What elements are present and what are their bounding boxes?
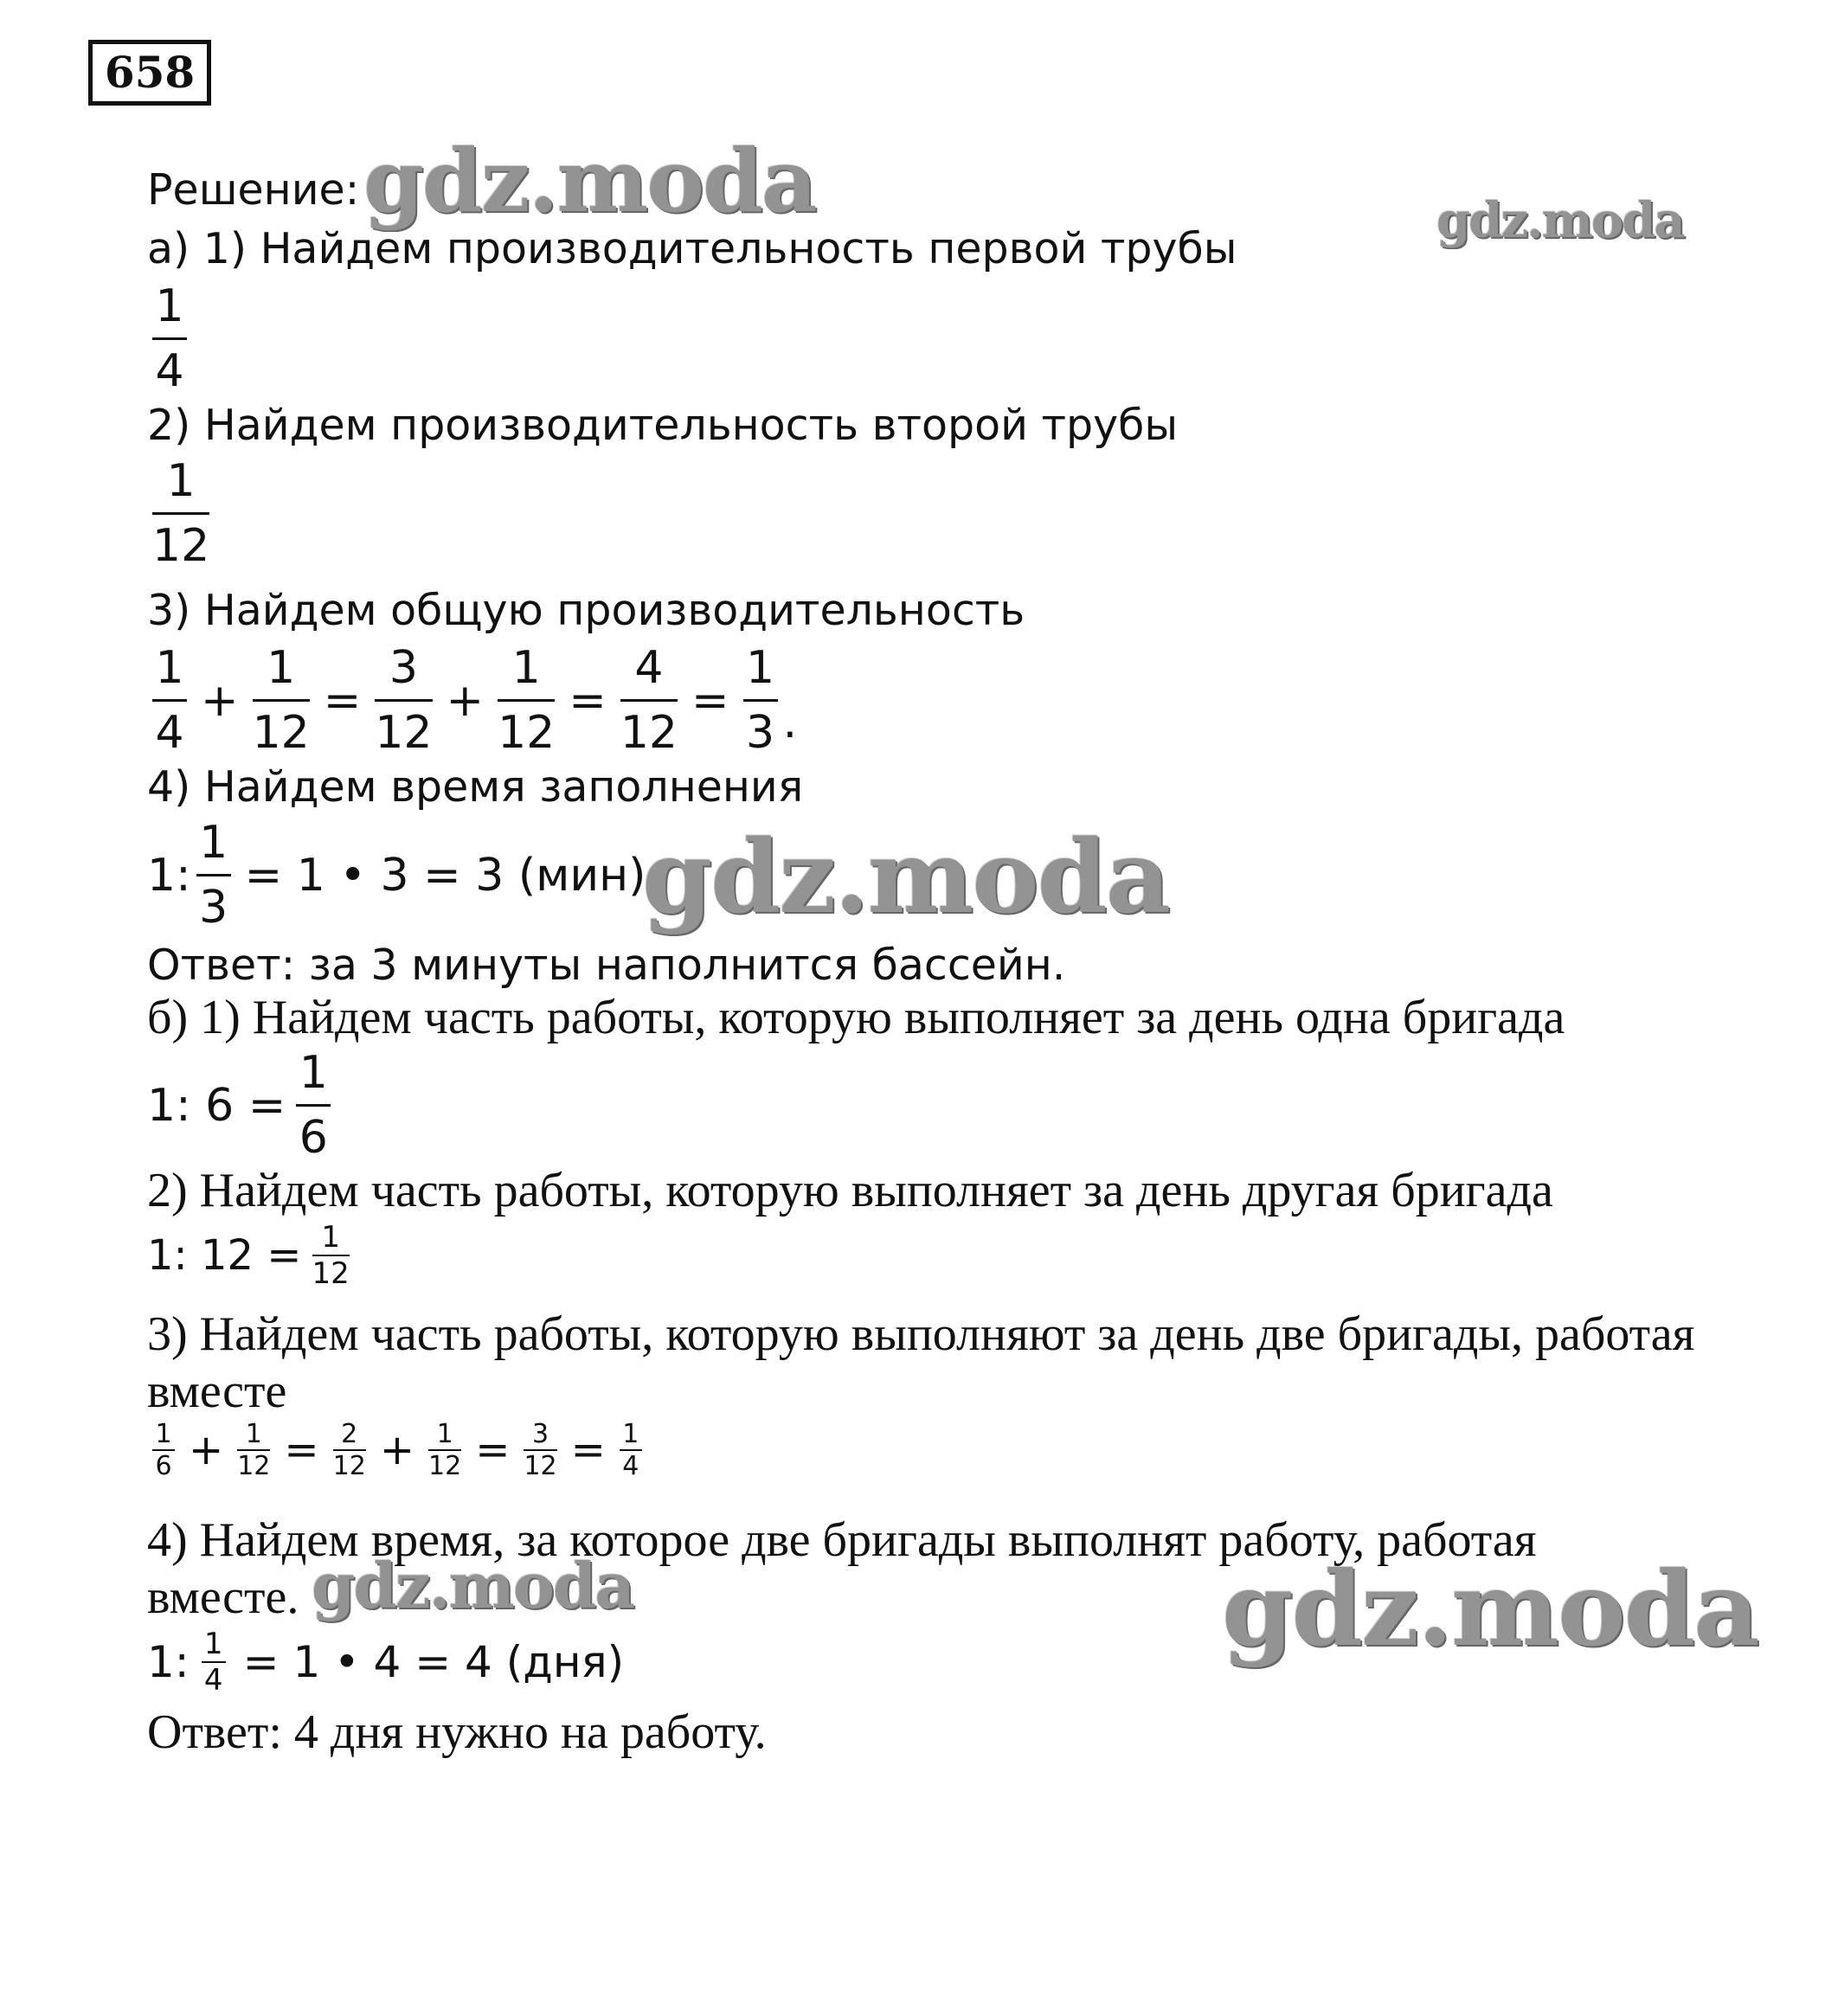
fraction: $\frac{1}{4}$ bbox=[620, 1419, 642, 1481]
expr-lead: 1: bbox=[147, 1637, 190, 1687]
fraction: $\frac{1}{6}$ bbox=[152, 1419, 175, 1481]
line-a-4: 4) Найдем время заполнения bbox=[147, 762, 804, 812]
line-a-1: а) 1) Найдем производительность первой трубы bbox=[147, 224, 1237, 273]
fraction-1-12 bbox=[147, 455, 215, 572]
fraction: $\frac{1}{12}$ bbox=[237, 1419, 271, 1481]
fraction: $\frac{4}{12}$ bbox=[620, 642, 678, 759]
fraction-1-4 bbox=[147, 280, 192, 397]
plus-sign: + bbox=[201, 674, 239, 727]
sum-expression-a bbox=[147, 642, 797, 759]
problem-number: 658 bbox=[88, 40, 211, 106]
watermark-logo: gdz.moda bbox=[312, 1549, 633, 1622]
line-b-4b: вместе. bbox=[147, 1570, 299, 1624]
watermark-logo: gdz.moda bbox=[1436, 192, 1684, 249]
equals-sign: = bbox=[475, 1426, 511, 1474]
plus-sign: + bbox=[379, 1426, 415, 1474]
sum-expression-b bbox=[147, 1419, 647, 1481]
line-a-2: 2) Найдем производительность второй трубы bbox=[147, 401, 1179, 450]
fraction: $\frac{1}{12}$ bbox=[152, 455, 210, 572]
time-expression-a bbox=[147, 817, 646, 934]
fraction: $\frac{1}{12}$ bbox=[498, 642, 556, 759]
line-b-3b: вместе bbox=[147, 1364, 287, 1418]
fraction: $\frac{1}{4}$ bbox=[152, 642, 187, 759]
expr-tail: = 1 • 3 = 3 (мин) bbox=[244, 849, 646, 902]
plus-sign: + bbox=[446, 674, 485, 727]
fraction: $\frac{3}{12}$ bbox=[375, 642, 433, 759]
fraction: $\frac{3}{12}$ bbox=[524, 1419, 557, 1481]
equals-sign: = bbox=[570, 1426, 606, 1474]
expr-lead: 1: 6 = bbox=[147, 1079, 286, 1132]
plus-sign: + bbox=[189, 1426, 224, 1474]
line-b-2: 2) Найдем часть работы, которую выполняет за день другая бригада bbox=[147, 1164, 1553, 1217]
line-b-1: б) 1) Найдем часть работы, которую выполняет за день одна бригада bbox=[147, 991, 1565, 1044]
equals-sign: = bbox=[284, 1426, 319, 1474]
fraction: $\frac{1}{12}$ bbox=[428, 1419, 462, 1481]
expression-b-1 bbox=[147, 1047, 336, 1164]
time-expression-b bbox=[147, 1627, 624, 1698]
fraction: $\frac{1}{3}$ bbox=[196, 817, 231, 934]
answer-b: Ответ: 4 дня нужно на работу. bbox=[147, 1705, 767, 1759]
expr-lead: 1: 12 = bbox=[147, 1231, 302, 1280]
watermark-logo: gdz.moda bbox=[363, 130, 816, 232]
fraction: $\frac{1}{3}$ bbox=[743, 642, 778, 759]
fraction: $\frac{1}{12}$ bbox=[312, 1220, 350, 1291]
answer-a: Ответ: за 3 минуты наполнится бассейн. bbox=[147, 941, 1066, 990]
fraction: $\frac{1}{12}$ bbox=[252, 642, 310, 759]
fraction: $\frac{1}{4}$ bbox=[152, 280, 187, 397]
expr-tail: = 1 • 4 = 4 (дня) bbox=[242, 1637, 625, 1687]
expression-b-2 bbox=[147, 1220, 355, 1291]
line-b-3a: 3) Найдем часть работы, которую выполняют за день две бригады, работая bbox=[147, 1307, 1695, 1361]
solution-label: Решение: bbox=[147, 165, 360, 215]
line-b-4a: 4) Найдем время, за которое две бригады выполнят работу, работая bbox=[147, 1513, 1537, 1567]
fraction: $\frac{1}{4}$ bbox=[202, 1627, 226, 1698]
expr-lead: 1: bbox=[147, 849, 191, 902]
fraction: $\frac{1}{6}$ bbox=[296, 1047, 331, 1164]
line-a-3: 3) Найдем общую производительность bbox=[147, 586, 1025, 635]
fraction: $\frac{2}{12}$ bbox=[332, 1419, 366, 1481]
period: . bbox=[782, 697, 798, 748]
equals-sign: = bbox=[323, 674, 362, 727]
equals-sign: = bbox=[691, 674, 729, 727]
watermark-logo: gdz.moda bbox=[642, 819, 1169, 936]
watermark-logo: gdz.moda bbox=[1222, 1549, 1758, 1669]
equals-sign: = bbox=[569, 674, 607, 727]
